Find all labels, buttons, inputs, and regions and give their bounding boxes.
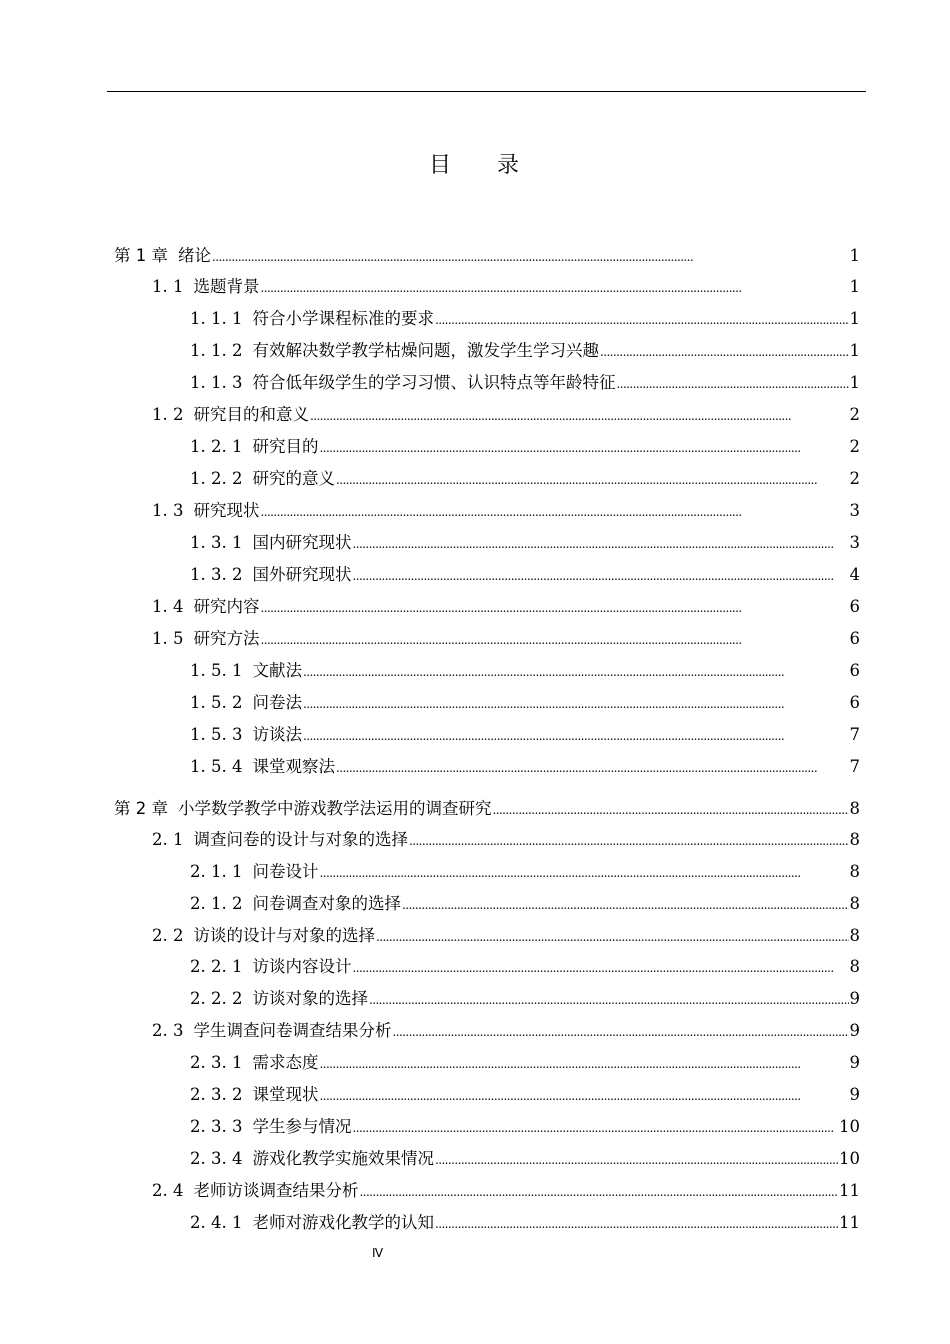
toc-entry-title <box>152 591 260 623</box>
toc-entry-title <box>190 463 335 495</box>
toc-entry-text: 课堂观察法 <box>252 757 335 776</box>
toc-entry-text: 有效解决数学教学枯燥问题，激发学生学习兴趣 <box>252 341 599 360</box>
toc-entry[interactable] <box>190 335 860 367</box>
toc-leader-dots <box>336 751 849 784</box>
toc-entry-number: 1. 5. 4 <box>190 757 243 776</box>
toc-entry-number: 1. 3. 1 <box>190 533 243 552</box>
toc-entry[interactable] <box>190 1207 860 1239</box>
toc-entry[interactable] <box>190 655 860 687</box>
toc-entry-title <box>190 1143 434 1175</box>
toc-entry-number: 1. 4 <box>152 597 184 616</box>
toc-leader-dots <box>319 1047 848 1080</box>
toc-entry-title <box>152 271 260 303</box>
page-title <box>0 148 950 179</box>
toc-entry-title <box>190 1079 318 1111</box>
toc-entry-title <box>190 856 318 888</box>
toc-entry[interactable] <box>190 559 860 591</box>
toc-entry-number: 2. 1. 1 <box>190 862 243 881</box>
toc-leader-dots <box>435 303 849 336</box>
toc-entry[interactable] <box>190 751 860 783</box>
toc-entry-text: 老师对游戏化教学的认知 <box>252 1213 434 1232</box>
toc-entry[interactable] <box>152 1175 860 1207</box>
toc-entry-page: 8 <box>849 894 860 913</box>
toc-entry[interactable] <box>152 623 860 655</box>
toc-entry-number: 2. 3. 3 <box>190 1117 243 1136</box>
toc-entry-number: 第 2 章 <box>114 799 168 818</box>
toc-entry-page: 1 <box>849 246 860 265</box>
toc-entry-title <box>152 495 260 527</box>
toc-entry-text: 老师访谈调查结果分析 <box>193 1181 359 1200</box>
toc-entry-page: 8 <box>849 957 860 976</box>
toc-entry-number: 2. 2. 2 <box>190 989 243 1008</box>
toc-entry-number: 2. 4. 1 <box>190 1213 243 1232</box>
toc-entry-page: 2 <box>849 437 860 456</box>
toc-entry-text: 选题背景 <box>193 277 260 296</box>
toc-leader-dots <box>393 1015 849 1048</box>
toc-entry-text: 学生调查问卷调查结果分析 <box>193 1021 392 1040</box>
toc-entry-title <box>190 431 318 463</box>
toc-leader-dots <box>261 591 849 624</box>
toc-entry-page: 7 <box>849 725 860 744</box>
toc-entry-text: 国内研究现状 <box>252 533 352 552</box>
toc-leader-dots <box>402 888 849 921</box>
toc-entry-title <box>190 719 302 751</box>
toc-entry-page: 3 <box>849 501 860 520</box>
toc-entry-title <box>114 793 492 825</box>
toc-leader-dots <box>493 793 849 826</box>
toc-entry-page: 9 <box>849 1085 860 1104</box>
toc-entry[interactable] <box>190 1111 860 1143</box>
toc-entry[interactable] <box>190 983 860 1015</box>
toc-entry-title <box>190 687 302 719</box>
toc-entry-text: 小学数学教学中游戏教学法运用的调查研究 <box>178 799 492 818</box>
toc-entry-page: 8 <box>849 830 860 849</box>
toc-entry[interactable] <box>190 527 860 559</box>
toc-entry-page: 6 <box>849 661 860 680</box>
toc-leader-dots <box>303 719 849 752</box>
toc-entry-text: 研究目的和意义 <box>193 405 309 424</box>
toc-entry[interactable] <box>190 431 860 463</box>
toc-entry-page: 10 <box>839 1117 860 1136</box>
toc-entry[interactable] <box>114 240 860 272</box>
toc-entry-page: 6 <box>849 597 860 616</box>
toc-entry[interactable] <box>190 303 860 335</box>
toc-entry-number: 2. 1. 2 <box>190 894 243 913</box>
toc-leader-dots <box>261 623 849 656</box>
toc-entry-number: 2. 2 <box>152 926 184 945</box>
toc-entry-number: 1. 1. 2 <box>190 341 243 360</box>
toc-entry-number: 1. 1. 3 <box>190 373 243 392</box>
toc-entry-number: 2. 3. 4 <box>190 1149 243 1168</box>
toc-leader-dots <box>409 824 849 857</box>
toc-entry-page: 10 <box>839 1149 860 1168</box>
toc-entry-text: 研究内容 <box>193 597 260 616</box>
toc-entry-page: 8 <box>849 926 860 945</box>
toc-entry-text: 研究方法 <box>193 629 260 648</box>
toc-entry[interactable] <box>152 824 860 856</box>
toc-entry-number: 1. 3. 2 <box>190 565 243 584</box>
toc-entry[interactable] <box>190 1047 860 1079</box>
toc-leader-dots <box>319 856 848 889</box>
toc-entry-text: 需求态度 <box>252 1053 319 1072</box>
toc-entry[interactable] <box>152 1015 860 1047</box>
toc-entry-page: 4 <box>849 565 860 584</box>
toc-entry-number: 1. 2 <box>152 405 184 424</box>
toc-entry-page: 6 <box>849 693 860 712</box>
toc-entry[interactable] <box>190 687 860 719</box>
toc-entry-text: 问卷法 <box>252 693 302 712</box>
toc-leader-dots <box>319 1079 848 1112</box>
toc-entry[interactable] <box>190 719 860 751</box>
toc-leader-dots <box>336 463 849 496</box>
toc-entry-text: 访谈的设计与对象的选择 <box>193 926 375 945</box>
toc-entry-number: 1. 2. 2 <box>190 469 243 488</box>
toc-entry-title <box>190 751 335 783</box>
toc-entry-page: 9 <box>849 1021 860 1040</box>
toc-entry[interactable] <box>190 888 860 920</box>
toc-entry-number: 第 1 章 <box>114 246 168 265</box>
toc-entry-number: 1. 5. 3 <box>190 725 243 744</box>
toc-entry-text: 国外研究现状 <box>252 565 352 584</box>
toc-entry-text: 文献法 <box>252 661 302 680</box>
toc-entry[interactable] <box>190 367 860 399</box>
toc-entry[interactable] <box>152 591 860 623</box>
toc-entry[interactable] <box>190 1143 860 1175</box>
toc-entry-page: 8 <box>849 799 860 818</box>
toc-entry-text: 研究目的 <box>252 437 319 456</box>
toc-entry-number: 1. 2. 1 <box>190 437 243 456</box>
toc-entry-number: 2. 1 <box>152 830 184 849</box>
toc-entry-title <box>152 399 309 431</box>
toc-leader-dots <box>600 335 849 368</box>
toc-entry-title <box>190 1111 351 1143</box>
toc-entry-text: 绪论 <box>178 246 211 265</box>
toc-entry[interactable] <box>190 1079 860 1111</box>
toc-entry-page: 1 <box>849 277 860 296</box>
toc-entry-number: 1. 3 <box>152 501 184 520</box>
toc-entry-title <box>152 1175 359 1207</box>
toc-entry-text: 课堂现状 <box>252 1085 319 1104</box>
toc-entry-number: 1. 5. 2 <box>190 693 243 712</box>
toc-entry-page: 6 <box>849 629 860 648</box>
toc-entry-text: 研究的意义 <box>252 469 335 488</box>
toc-entry-page: 3 <box>849 533 860 552</box>
toc-entry[interactable] <box>152 271 860 303</box>
toc-leader-dots <box>261 495 849 528</box>
toc-leader-dots <box>360 1175 839 1208</box>
toc-leader-dots <box>319 431 848 464</box>
header-rule <box>107 91 866 92</box>
toc-entry-number: 2. 3 <box>152 1021 184 1040</box>
toc-entry-title <box>190 888 401 920</box>
toc-entry-page: 9 <box>849 1053 860 1072</box>
toc-entry-title <box>190 655 302 687</box>
toc-entry-page: 1 <box>849 373 860 392</box>
toc-entry-text: 调查问卷的设计与对象的选择 <box>193 830 408 849</box>
toc-entry-title <box>190 303 434 335</box>
toc-leader-dots <box>303 655 849 688</box>
toc-entry-text: 游戏化教学实施效果情况 <box>252 1149 434 1168</box>
toc-entry-number: 2. 4 <box>152 1181 184 1200</box>
toc-entry-title <box>190 559 351 591</box>
toc-leader-dots <box>352 1111 838 1144</box>
toc-entry-title <box>152 920 375 952</box>
toc-entry-title <box>152 623 260 655</box>
toc-leader-dots <box>369 983 849 1016</box>
toc-entry[interactable] <box>152 920 860 952</box>
toc-entry-title <box>190 1047 318 1079</box>
toc-entry-number: 1. 1. 1 <box>190 309 243 328</box>
toc-entry[interactable] <box>152 495 860 527</box>
toc-entry-page: 2 <box>849 405 860 424</box>
toc-entry-number: 1. 5 <box>152 629 184 648</box>
toc-leader-dots <box>616 367 848 400</box>
toc-entry-page: 8 <box>849 862 860 881</box>
toc-entry-text: 访谈对象的选择 <box>252 989 368 1008</box>
toc-entry-page: 11 <box>839 1181 860 1200</box>
toc-entry-page: 11 <box>839 1213 860 1232</box>
toc-entry[interactable] <box>190 951 860 983</box>
toc-entry-text: 访谈法 <box>252 725 302 744</box>
toc-entry-number: 2. 3. 2 <box>190 1085 243 1104</box>
toc-entry-title <box>152 1015 392 1047</box>
toc-entry-text: 学生参与情况 <box>252 1117 352 1136</box>
toc-entry[interactable] <box>190 463 860 495</box>
toc-entry-text: 问卷设计 <box>252 862 319 881</box>
toc-entry-page: 9 <box>849 989 860 1008</box>
toc-leader-dots <box>310 399 849 432</box>
toc-entry-number: 2. 3. 1 <box>190 1053 243 1072</box>
page-number: Ⅳ <box>371 1246 384 1260</box>
toc-entry-title <box>190 951 351 983</box>
toc-leader-dots <box>435 1143 838 1176</box>
toc-leader-dots <box>376 920 849 953</box>
toc-entry-page: 7 <box>849 757 860 776</box>
toc-leader-dots <box>352 559 848 592</box>
toc-entry-title <box>190 367 615 399</box>
toc-entry-number: 1. 1 <box>152 277 184 296</box>
toc-entry-text: 符合低年级学生的学习习惯、认识特点等年龄特征 <box>252 373 616 392</box>
toc-entry[interactable] <box>152 399 860 431</box>
toc-leader-dots <box>261 271 849 304</box>
toc-entry-text: 问卷调查对象的选择 <box>252 894 401 913</box>
toc-entry-title <box>190 335 599 367</box>
toc-entry-title <box>152 824 408 856</box>
toc-entry-title <box>190 527 351 559</box>
toc-entry[interactable] <box>190 856 860 888</box>
toc-entry-page: 1 <box>849 309 860 328</box>
toc-entry-page: 1 <box>849 341 860 360</box>
toc-entry-number: 2. 2. 1 <box>190 957 243 976</box>
toc-leader-dots <box>303 687 849 720</box>
toc-entry-number: 1. 5. 1 <box>190 661 243 680</box>
toc-entry-text: 研究现状 <box>193 501 260 520</box>
toc-leader-dots <box>212 240 849 273</box>
toc-entry-title <box>190 983 368 1015</box>
page-title-right: 录 <box>497 153 522 178</box>
toc-entry-title <box>114 240 211 272</box>
toc-entry-title <box>190 1207 434 1239</box>
toc-entry[interactable] <box>114 793 860 825</box>
toc-entry-page: 2 <box>849 469 860 488</box>
toc-leader-dots <box>352 951 848 984</box>
toc-entry-text: 访谈内容设计 <box>252 957 352 976</box>
toc-entry-text: 符合小学课程标准的要求 <box>252 309 434 328</box>
toc-leader-dots <box>352 527 848 560</box>
toc-leader-dots <box>435 1207 838 1240</box>
page-title-left: 目 <box>428 153 453 178</box>
